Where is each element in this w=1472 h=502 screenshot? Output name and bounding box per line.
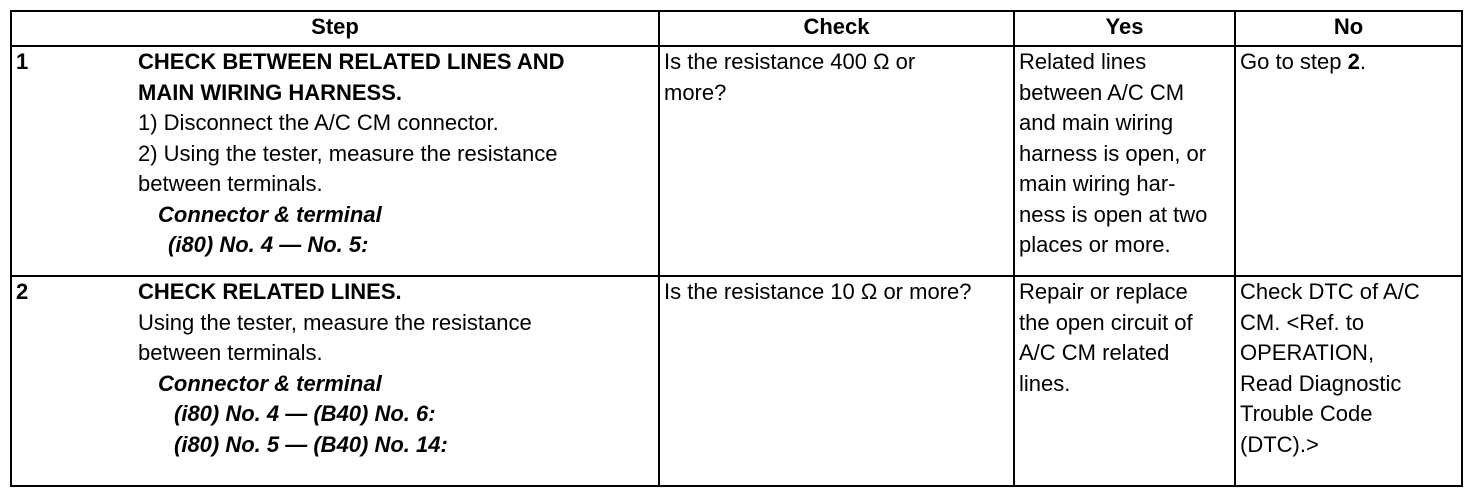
check-text-line: Is the resistance 400 Ω or [664, 49, 916, 74]
check-text-line: more? [664, 79, 727, 105]
yes-text-line: lines. [1019, 370, 1071, 396]
step-title-line: CHECK RELATED LINES. [138, 279, 402, 304]
header-step: Step [11, 11, 659, 46]
no-text-line: Read Diagnostic [1240, 370, 1402, 396]
yes-text-line: and main wiring [1019, 110, 1174, 135]
no-text-line: (DTC).> [1240, 431, 1319, 457]
yes-text-line: main wiring har- [1019, 171, 1176, 196]
header-no: No [1235, 11, 1462, 46]
diagnostic-procedure [10, 10, 1463, 487]
step-cell [11, 276, 659, 486]
step-number: 2 [16, 279, 29, 304]
no-text: Go to step [1240, 49, 1348, 74]
check-text-line: Is the resistance 10 Ω or more? [664, 279, 972, 304]
no-text-line: CM. <Ref. to [1240, 309, 1365, 335]
yes-cell [1014, 276, 1235, 486]
connector-label: Connector & terminal [158, 201, 382, 227]
check-cell [659, 276, 1014, 486]
table-header-row [11, 11, 1462, 46]
yes-text-line: Related lines [1019, 49, 1147, 74]
table-row [11, 46, 1462, 276]
header-check: Check [659, 11, 1014, 46]
connector-item: (i80) No. 5 — (B40) No. 14: [174, 431, 448, 457]
step-instruction: between terminals. [138, 171, 323, 196]
step-reference: 2 [1347, 49, 1360, 74]
connector-item: (i80) No. 4 — (B40) No. 6: [174, 401, 436, 426]
no-cell [1235, 276, 1462, 486]
connector-label: Connector & terminal [158, 370, 382, 396]
no-text-line: Trouble Code [1240, 401, 1373, 426]
step-instruction: 2) Using the tester, measure the resistance [138, 140, 558, 166]
diagnostic-table [10, 10, 1463, 487]
no-cell [1235, 46, 1462, 276]
header-yes: Yes [1014, 11, 1235, 46]
yes-text-line: Repair or replace [1019, 279, 1188, 304]
yes-text-line: places or more. [1019, 232, 1171, 257]
yes-text-line: harness is open, or [1019, 140, 1207, 166]
yes-text-line: A/C CM related [1019, 340, 1170, 365]
yes-text-line: ness is open at two [1019, 201, 1208, 227]
check-cell [659, 46, 1014, 276]
step-body [138, 47, 654, 108]
step-body [138, 277, 654, 308]
connector-item: (i80) No. 4 — No. 5: [168, 232, 369, 257]
step-instruction: 1) Disconnect the A/C CM connector. [138, 110, 499, 135]
table-row [11, 276, 1462, 486]
step-number: 1 [16, 49, 29, 74]
step-title-line: CHECK BETWEEN RELATED LINES AND [138, 49, 565, 74]
step-title-line: MAIN WIRING HARNESS. [138, 79, 402, 105]
yes-cell [1014, 46, 1235, 276]
step-cell [11, 46, 659, 276]
yes-text-line: the open circuit of [1019, 309, 1193, 335]
yes-text-line: between A/C CM [1019, 79, 1185, 105]
step-instruction: Using the tester, measure the resistance [138, 309, 532, 335]
no-text-line: Check DTC of A/C [1240, 279, 1420, 304]
no-text-line: OPERATION, [1240, 340, 1375, 365]
no-text-suffix: . [1359, 49, 1366, 74]
step-instruction: between terminals. [138, 340, 323, 365]
